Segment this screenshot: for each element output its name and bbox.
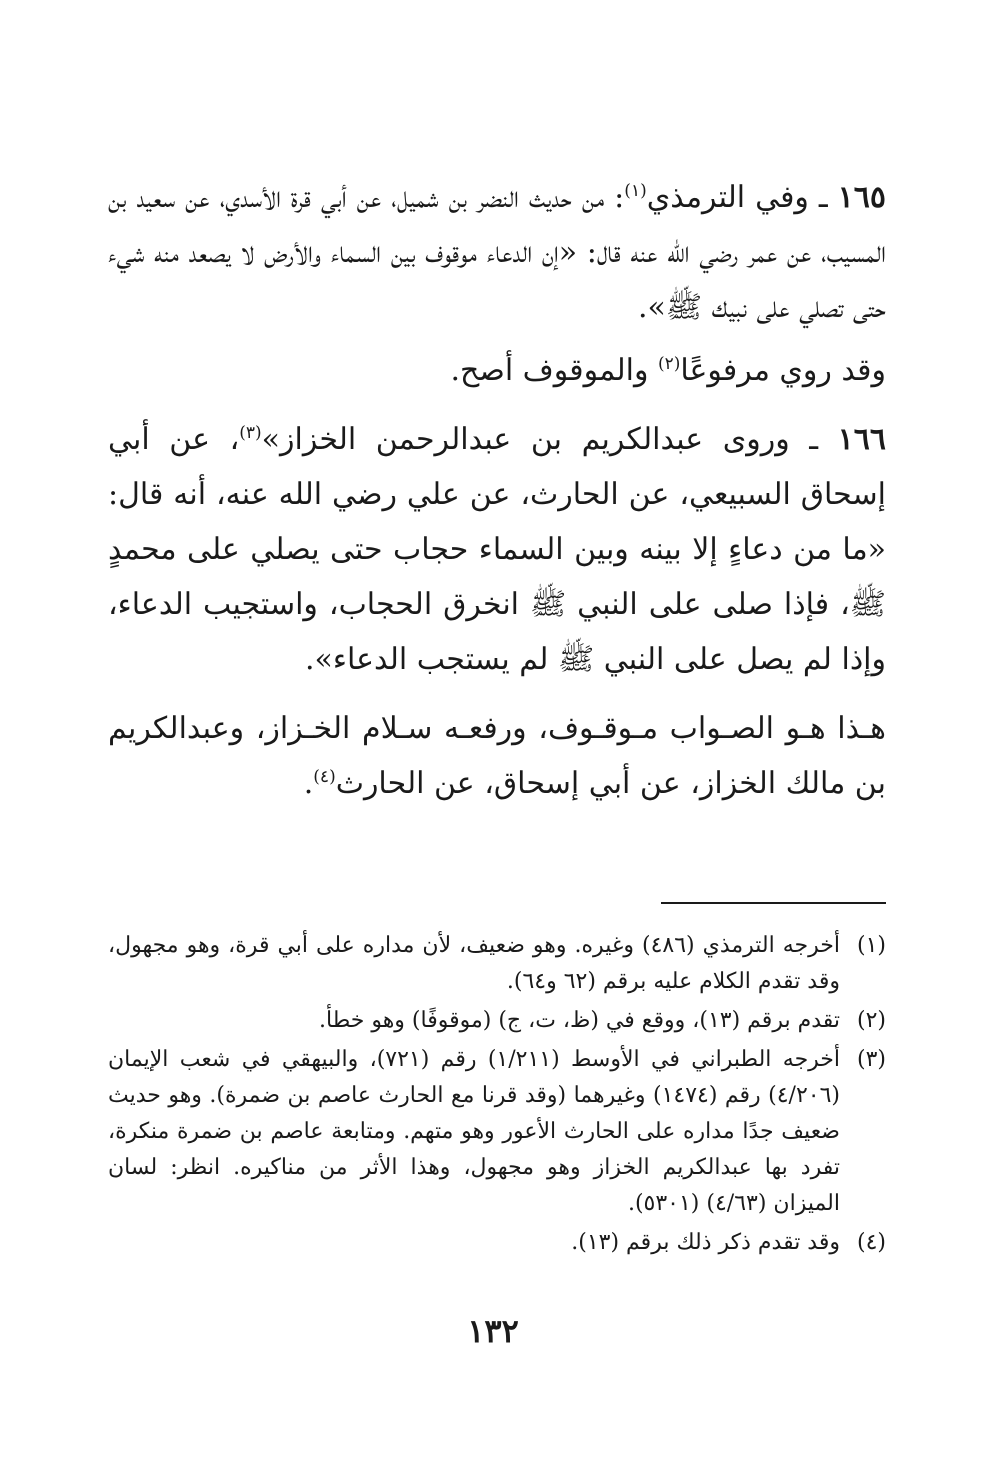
footnote-mark: (٣) [856,1047,886,1072]
footnotes [108,928,886,1264]
footnote-mark: (١) [856,933,886,958]
footnote-4 [108,1225,886,1261]
footnote-text: أخرجه الطبراني في الأوسط (١/٢١١) رقم (٧٢١)، والبيهقي في شعب الإيمان (٤/٢٠٦) رقم (١٤٧٤) وغيرهما (وقد قرنا مع الحارث عاصم بن ضمرة). وهو حديث ضعيف جدًا مداره على الحارث الأعور وهو متهم. ومتابعة عاصم بن ضمرة منكرة، تفرد بها عبدالكريم الخزاز وهو مجهول، وهذا الأثر من مناكيره. انظر: لسان الميزان (٤/٦٣) (٥٣٠١). [108,1047,841,1216]
footnote-separator [661,902,886,904]
footnote-text: وقد تقدم ذكر ذلك برقم (١٣). [571,1230,840,1255]
footnote-ref[interactable]: (٢) [657,354,681,374]
hadith-165 [108,170,886,335]
footnote-2 [108,1003,886,1039]
footnote-ref[interactable]: (٤) [313,767,336,787]
hadith-166-remark [108,701,886,811]
hadith-lead: ـ وفي الترمذي [646,180,838,215]
hadith-text: ، عن أبي إسحاق السبيعي، عن الحارث، عن علي رضي الله عنه، أنه قال: «ما من دعاءٍ إلا بينه وبين السماء حجاب حتى يصلي على محمدٍ ﷺ، فإذا صلى على النبي ﷺ انخرق الحجاب، واستجيب الدعاء، وإذا لم يصل على النبي ﷺ لم يستجب الدعاء». [108,422,886,677]
remark-text: والموقوف أصح. [450,353,658,388]
footnote-ref[interactable]: (٣) [239,423,262,443]
hadith-lead: ـ وروى عبدالكريم بن عبدالرحمن الخزاز» [261,422,838,457]
footnote-mark: (٢) [856,1008,886,1033]
remark-text: هـذا هـو الصـواب مـوقـوف، ورفعـه سـلام الخـزاز، وعبدالكريم بن مالك الخزاز، عن أبي إسحاق، عن الحارث [108,711,886,801]
page-number: ١٣٢ [467,1312,519,1350]
main-text [108,170,886,811]
hadith-165-remark [108,343,886,398]
hadith-166 [108,412,886,687]
footnote-ref[interactable]: (١) [624,181,647,201]
hadith-number: ١٦٦ [837,422,886,457]
remark-tail: . [303,766,314,801]
footnote-text: تقدم برقم (١٣)، ووقع في (ظ، ت، ج) (موقوفًا) وهو خطأ. [319,1008,840,1033]
hadith-text: : من حديث النضر بن شميل، عن أبي قرة الأسدي، عن سعيد بن المسيب، عن عمر رضي الله عنه قال: «إن الدعاء موقوف بين السماء والأرض لا يصعد منه شيء حتى تصلي على نبيك ﷺ». [108,180,886,325]
footnote-3 [108,1042,886,1222]
footnote-text: أخرجه الترمذي (٤٨٦) وغيره. وهو ضعيف، لأن مداره على أبي قرة، وهو مجهول، وقد تقدم الكلام عليه برقم (٦٢ و٦٤). [108,933,841,994]
remark-lead: وقد روي مرفوعًا [680,353,886,388]
footnote-mark: (٤) [856,1230,886,1255]
hadith-number: ١٦٥ [837,180,887,215]
footnote-1 [108,928,886,1000]
